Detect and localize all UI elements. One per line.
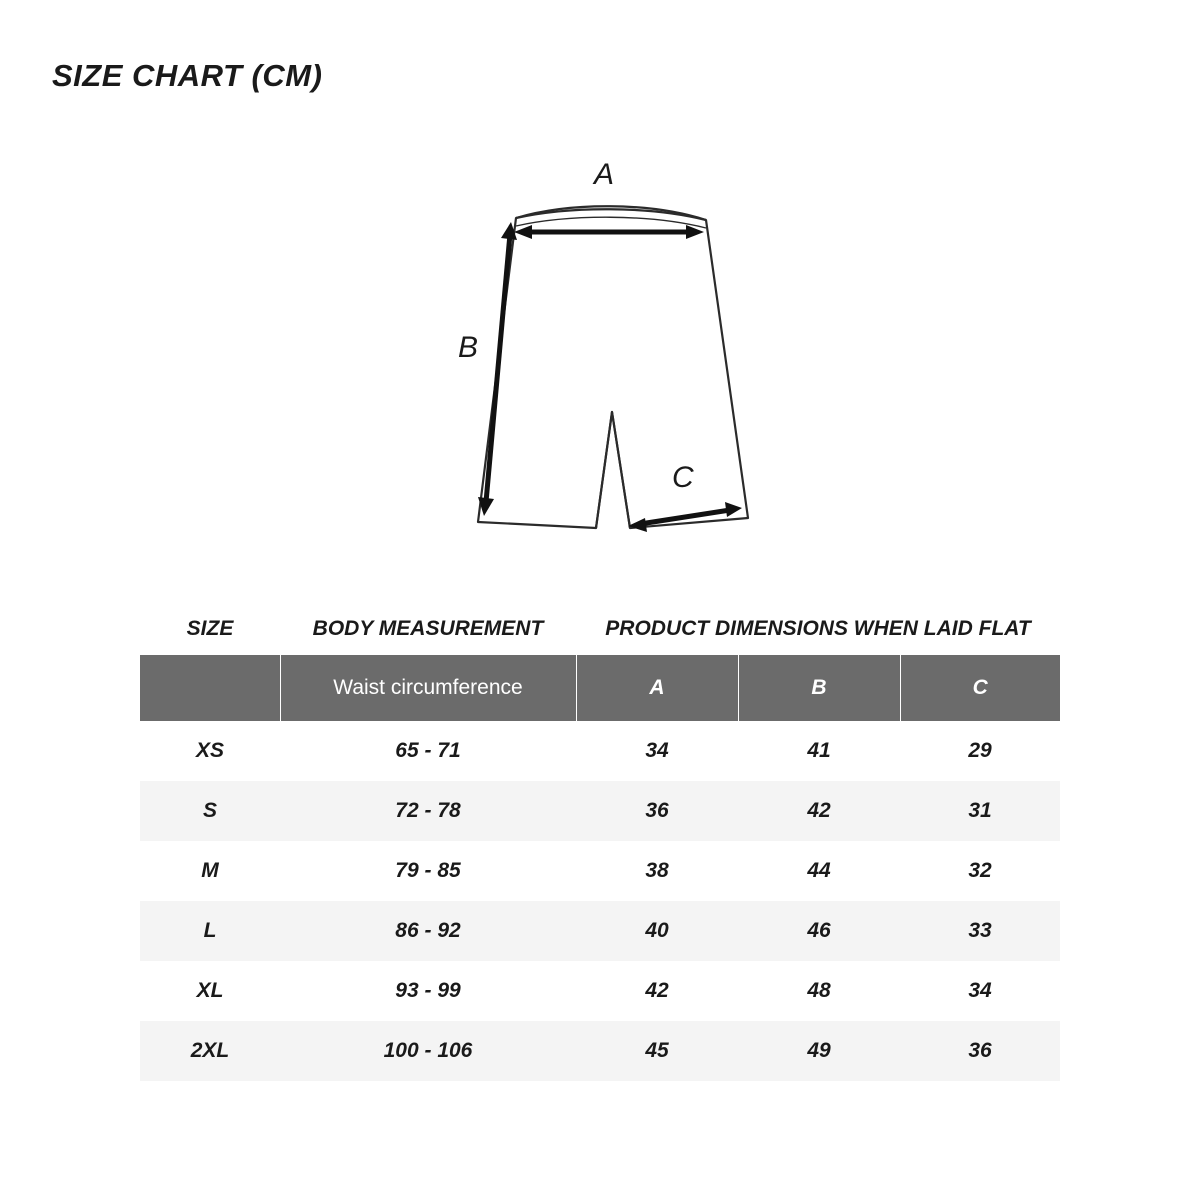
group-header-body-measurement: BODY MEASUREMENT [312, 617, 544, 640]
group-header-product-dimensions: PRODUCT DIMENSIONS WHEN LAID FLAT [605, 617, 1031, 640]
cell-waist: 79 - 85 [280, 841, 576, 901]
column-header-size [140, 655, 280, 721]
column-header-waist: Waist circumference [280, 655, 576, 721]
table-header [140, 655, 1060, 721]
cell-waist: 86 - 92 [280, 901, 576, 961]
column-header-b: B [738, 655, 900, 721]
cell-c: 34 [900, 961, 1060, 1021]
table-row [140, 901, 1060, 961]
size-chart-table [140, 655, 1060, 1081]
table-row [140, 1021, 1060, 1081]
column-header-a: A [576, 655, 738, 721]
cell-waist: 72 - 78 [280, 781, 576, 841]
cell-b: 41 [738, 721, 900, 781]
table-row [140, 721, 1060, 781]
cell-a: 42 [576, 961, 738, 1021]
cell-c: 29 [900, 721, 1060, 781]
cell-b: 42 [738, 781, 900, 841]
cell-size: M [140, 841, 280, 901]
cell-c: 32 [900, 841, 1060, 901]
column-header-c: C [900, 655, 1060, 721]
cell-size: S [140, 781, 280, 841]
cell-size: 2XL [140, 1021, 280, 1081]
cell-waist: 93 - 99 [280, 961, 576, 1021]
table-header-row [140, 655, 1060, 721]
cell-c: 33 [900, 901, 1060, 961]
table-body [140, 721, 1060, 1081]
dimension-label-a: A [594, 158, 615, 191]
cell-b: 49 [738, 1021, 900, 1081]
group-header-size: SIZE [186, 617, 234, 640]
cell-size: XL [140, 961, 280, 1021]
cell-a: 36 [576, 781, 738, 841]
dimension-label-b: B [458, 331, 479, 364]
cell-b: 48 [738, 961, 900, 1021]
cell-b: 46 [738, 901, 900, 961]
cell-size: XS [140, 721, 280, 781]
page-title: SIZE CHART (CM) [52, 58, 323, 93]
cell-waist: 65 - 71 [280, 721, 576, 781]
table-row [140, 781, 1060, 841]
cell-b: 44 [738, 841, 900, 901]
cell-c: 36 [900, 1021, 1060, 1081]
cell-size: L [140, 901, 280, 961]
cell-waist: 100 - 106 [280, 1021, 576, 1081]
table-row [140, 961, 1060, 1021]
cell-a: 38 [576, 841, 738, 901]
cell-a: 34 [576, 721, 738, 781]
cell-c: 31 [900, 781, 1060, 841]
cell-a: 45 [576, 1021, 738, 1081]
cell-a: 40 [576, 901, 738, 961]
table-row [140, 841, 1060, 901]
dimension-label-c: C [672, 461, 694, 494]
